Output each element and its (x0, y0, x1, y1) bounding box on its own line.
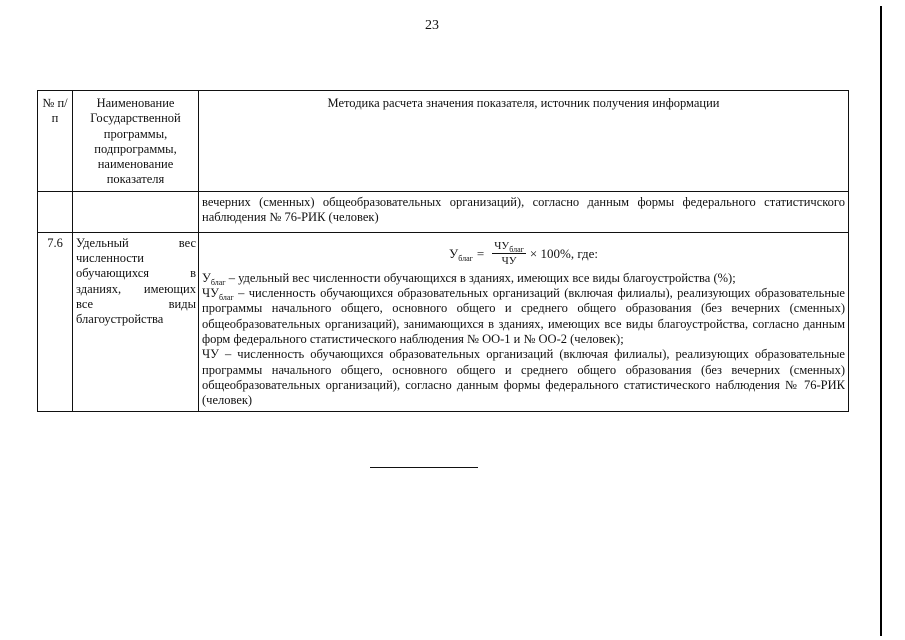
continuation-name (73, 191, 199, 232)
formula-numerator: $ЧУ_{благ}$ (494, 239, 524, 254)
right-margin-rule (880, 6, 882, 636)
indicator-name: Удельный вес численности обучающихся в зданиях, имеющих все виды благоустройства (73, 232, 199, 412)
formula (202, 240, 845, 267)
formula-tail: × 100%, где: (529, 245, 598, 261)
page-number: 23 (425, 18, 439, 33)
header-number: № п/п (38, 91, 73, 192)
definition-item: ЧУ – численность обучающихся образовательных организаций (включая филиалы), реализующих образовательные программы начального общего, основного общего и среднего общего образования (без вечерних (сменных) общеобразовательных организаций), согласно данным формы федерального статистического наблюдения № 76-РИК (человек) (202, 347, 845, 408)
formula-fraction (492, 240, 526, 267)
table-row-7-6 (38, 232, 849, 412)
continuation-text: вечерних (сменных) общеобразовательных организаций), согласно данным формы федерального статистичского наблюдения № 76-РИК (человек) (199, 191, 849, 232)
definition-item: $У_{благ}$ – удельный вес численности обучающихся в зданиях, имеющих все виды благоустройства (%); (202, 270, 736, 287)
method-cell (199, 232, 849, 412)
formula-equals: = (476, 245, 485, 261)
header-name: Наименование Государственной программы, подпрограммы, наименование показателя (73, 91, 199, 192)
indicators-table (37, 90, 849, 412)
header-method: Методика расчета значения показателя, источник получения информации (199, 91, 849, 192)
formula-lhs: $У_{благ}$ (449, 245, 473, 263)
continuation-number (38, 191, 73, 232)
formula-denominator: ЧУ (501, 254, 517, 267)
definitions (202, 271, 845, 409)
end-rule (370, 467, 478, 468)
table-row-continuation (38, 191, 849, 232)
row-number: 7.6 (38, 232, 73, 412)
definition-item: $ЧУ_{благ}$ – численность обучающихся образовательных организаций (включая филиалы), реализующих образовательные программы начального общего, основного общего и среднего общего образования (без вечерних (сменных) общеобразовательных организаций), занимающихся в зданиях, имеющих все виды благоустройства, согласно данным форм федерального статистического наблюдения № ОО-1 и № ОО-2 (человек); (202, 286, 845, 346)
table-header-row (38, 91, 849, 192)
